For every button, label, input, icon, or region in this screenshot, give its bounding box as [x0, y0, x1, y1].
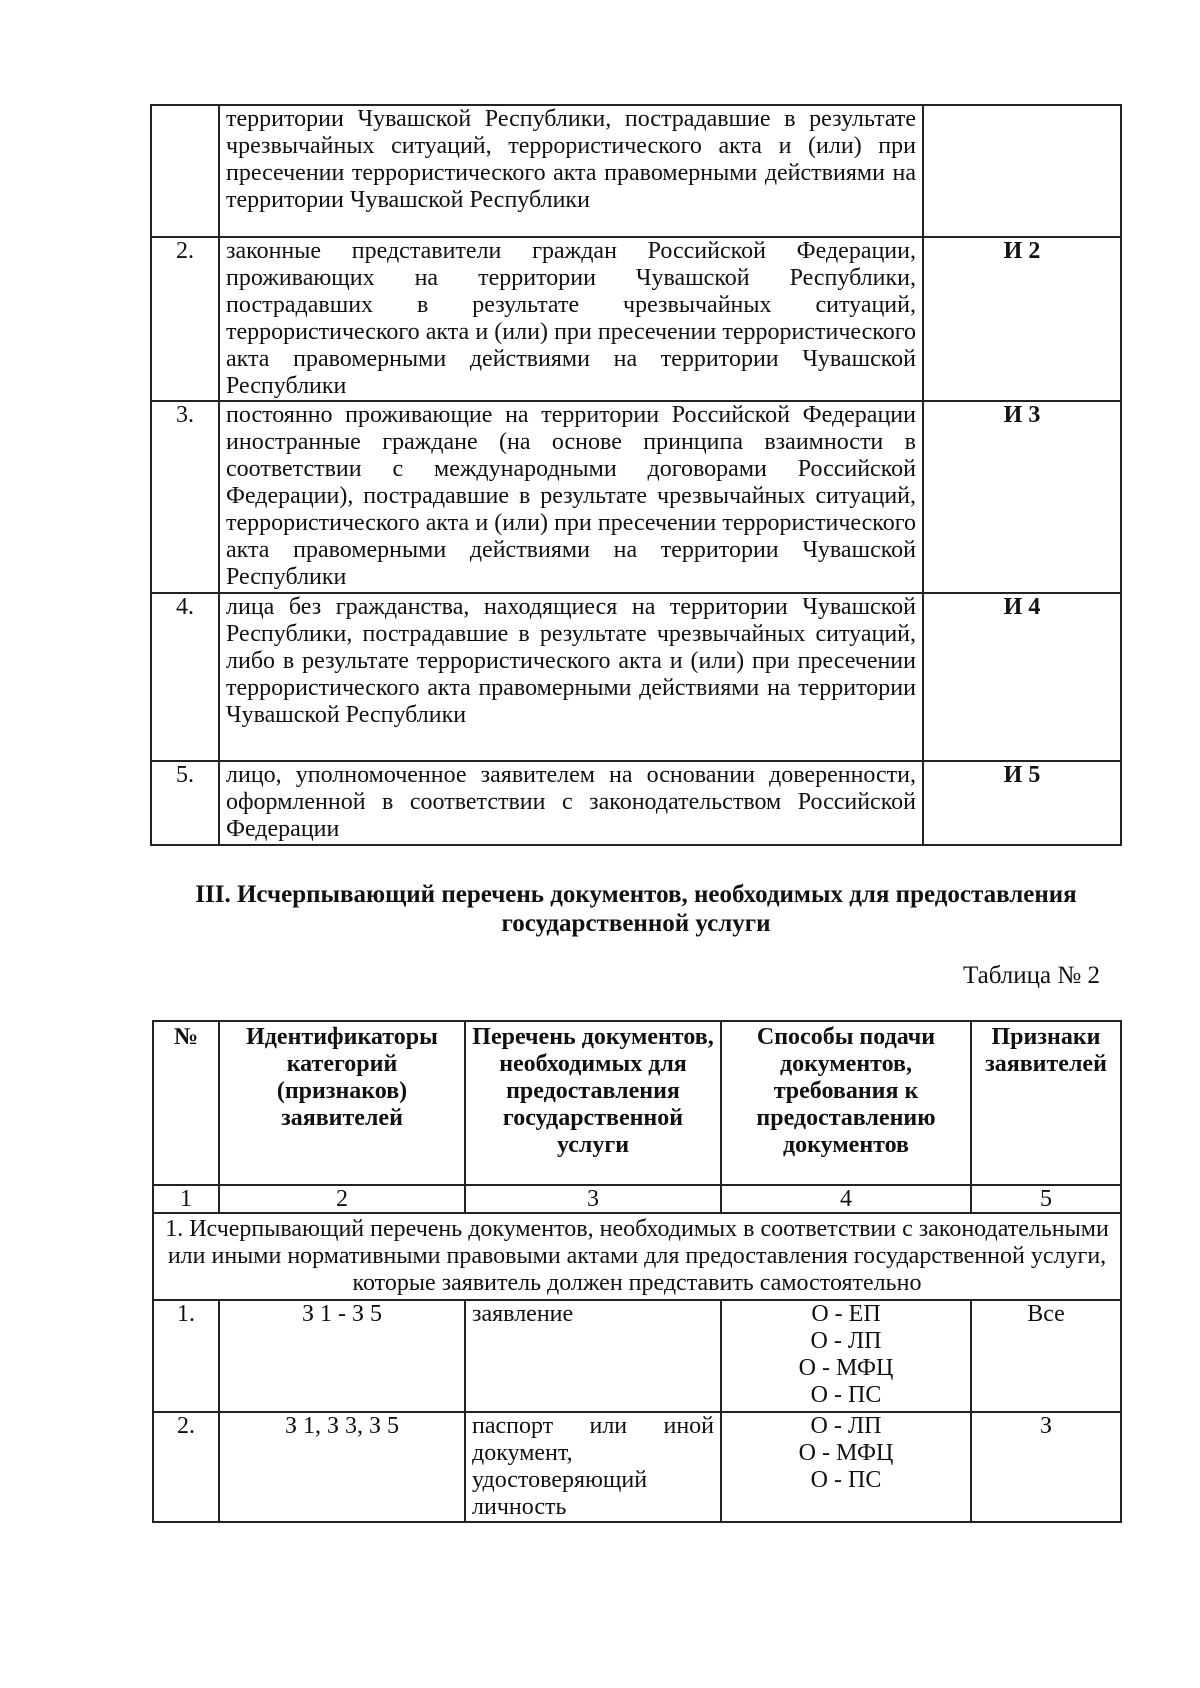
row-number: 5.: [151, 761, 219, 845]
row-code: И 3: [923, 401, 1121, 593]
column-number: 2: [219, 1185, 465, 1213]
row-code: [923, 105, 1121, 237]
row-number: 2.: [153, 1412, 219, 1522]
row-number: 4.: [151, 593, 219, 761]
method-item: О - МФЦ: [798, 1440, 894, 1466]
row-number: 3.: [151, 401, 219, 593]
method-item: О - ЛП: [810, 1413, 882, 1439]
applicants-table: [150, 104, 1122, 846]
table-section-row: [153, 1213, 1121, 1300]
method-item: О - ЛП: [810, 1328, 882, 1354]
header-methods: Способы подачи документов, требования к предоставлению документов: [721, 1021, 971, 1185]
row-document: заявление: [465, 1300, 721, 1412]
row-code: И 2: [923, 237, 1121, 401]
row-description: лицо, уполномоченное заявителем на основании доверенности, оформленной в соответствии с законодательством Российской Федерации: [219, 761, 923, 845]
table-row: [151, 593, 1121, 761]
column-number: 5: [971, 1185, 1121, 1213]
row-number: 1.: [153, 1300, 219, 1412]
row-sign: З: [971, 1412, 1121, 1522]
row-number: 2.: [151, 237, 219, 401]
row-description: постоянно проживающие на территории Российской Федерации иностранные граждане (на основе принципа взаимности в соответствии с международными договорами Российской Федерации), пострадавшие в результате чрезвычайных ситуаций, террористического акта и (или) при пресечении террористического акта правомерными действиями на территории Чувашской Республики: [219, 401, 923, 593]
row-code: И 4: [923, 593, 1121, 761]
header-signs: Признаки заявителей: [971, 1021, 1121, 1185]
column-number-row: [153, 1185, 1121, 1213]
column-number: 1: [153, 1185, 219, 1213]
table-row: [153, 1300, 1121, 1412]
table-row: [151, 237, 1121, 401]
table-header-row: [153, 1021, 1121, 1185]
method-item: О - ПС: [810, 1382, 882, 1408]
row-methods: [721, 1412, 971, 1522]
section-heading: III. Исчерпывающий перечень документов, необходимых для предоставления государственной услуги: [195, 881, 1077, 937]
documents-table: [152, 1020, 1122, 1523]
row-description: лица без гражданства, находящиеся на территории Чувашской Республики, пострадавшие в результате чрезвычайных ситуаций, либо в результате террористического акта и (или) при пресечении террористического акта правомерными действиями на территории Чувашской Республики: [219, 593, 923, 761]
row-identifiers: З 1, З 3, З 5: [219, 1412, 465, 1522]
row-methods: [721, 1300, 971, 1412]
section-row-text: 1. Исчерпывающий перечень документов, необходимых в соответствии с законодательными или иными нормативными правовыми актами для предоставления государственной услуги, которые заявитель должен представить самостоятельно: [153, 1213, 1121, 1300]
header-number: №: [153, 1021, 219, 1185]
method-item: О - ЕП: [811, 1301, 881, 1327]
row-description: территории Чувашской Республики, пострадавшие в результате чрезвычайных ситуаций, террористического акта и (или) при пресечении террористического акта правомерными действиями на территории Чувашской Республики: [219, 105, 923, 237]
table-row: [151, 401, 1121, 593]
method-item: О - МФЦ: [798, 1355, 894, 1381]
table-row: [153, 1412, 1121, 1522]
method-item: О - ПС: [810, 1467, 882, 1493]
table-row: [151, 105, 1121, 237]
column-number: 4: [721, 1185, 971, 1213]
table-row: [151, 761, 1121, 845]
column-number: 3: [465, 1185, 721, 1213]
row-description: законные представители граждан Российской Федерации, проживающих на территории Чувашской Республики, пострадавших в результате чрезвычайных ситуаций, террористического акта и (или) при пресечении террористического акта правомерными действиями на территории Чувашской Республики: [219, 237, 923, 401]
row-code: И 5: [923, 761, 1121, 845]
row-number: [151, 105, 219, 237]
row-sign: Все: [971, 1300, 1121, 1412]
header-identifiers: Идентификаторы категорий (признаков) заявителей: [219, 1021, 465, 1185]
header-documents: Перечень документов, необходимых для предоставления государственной услуги: [465, 1021, 721, 1185]
row-identifiers: З 1 - З 5: [219, 1300, 465, 1412]
row-document: паспорт или иной документ, удостоверяющий личность: [465, 1412, 721, 1522]
table-caption: Таблица № 2: [962, 962, 1100, 989]
